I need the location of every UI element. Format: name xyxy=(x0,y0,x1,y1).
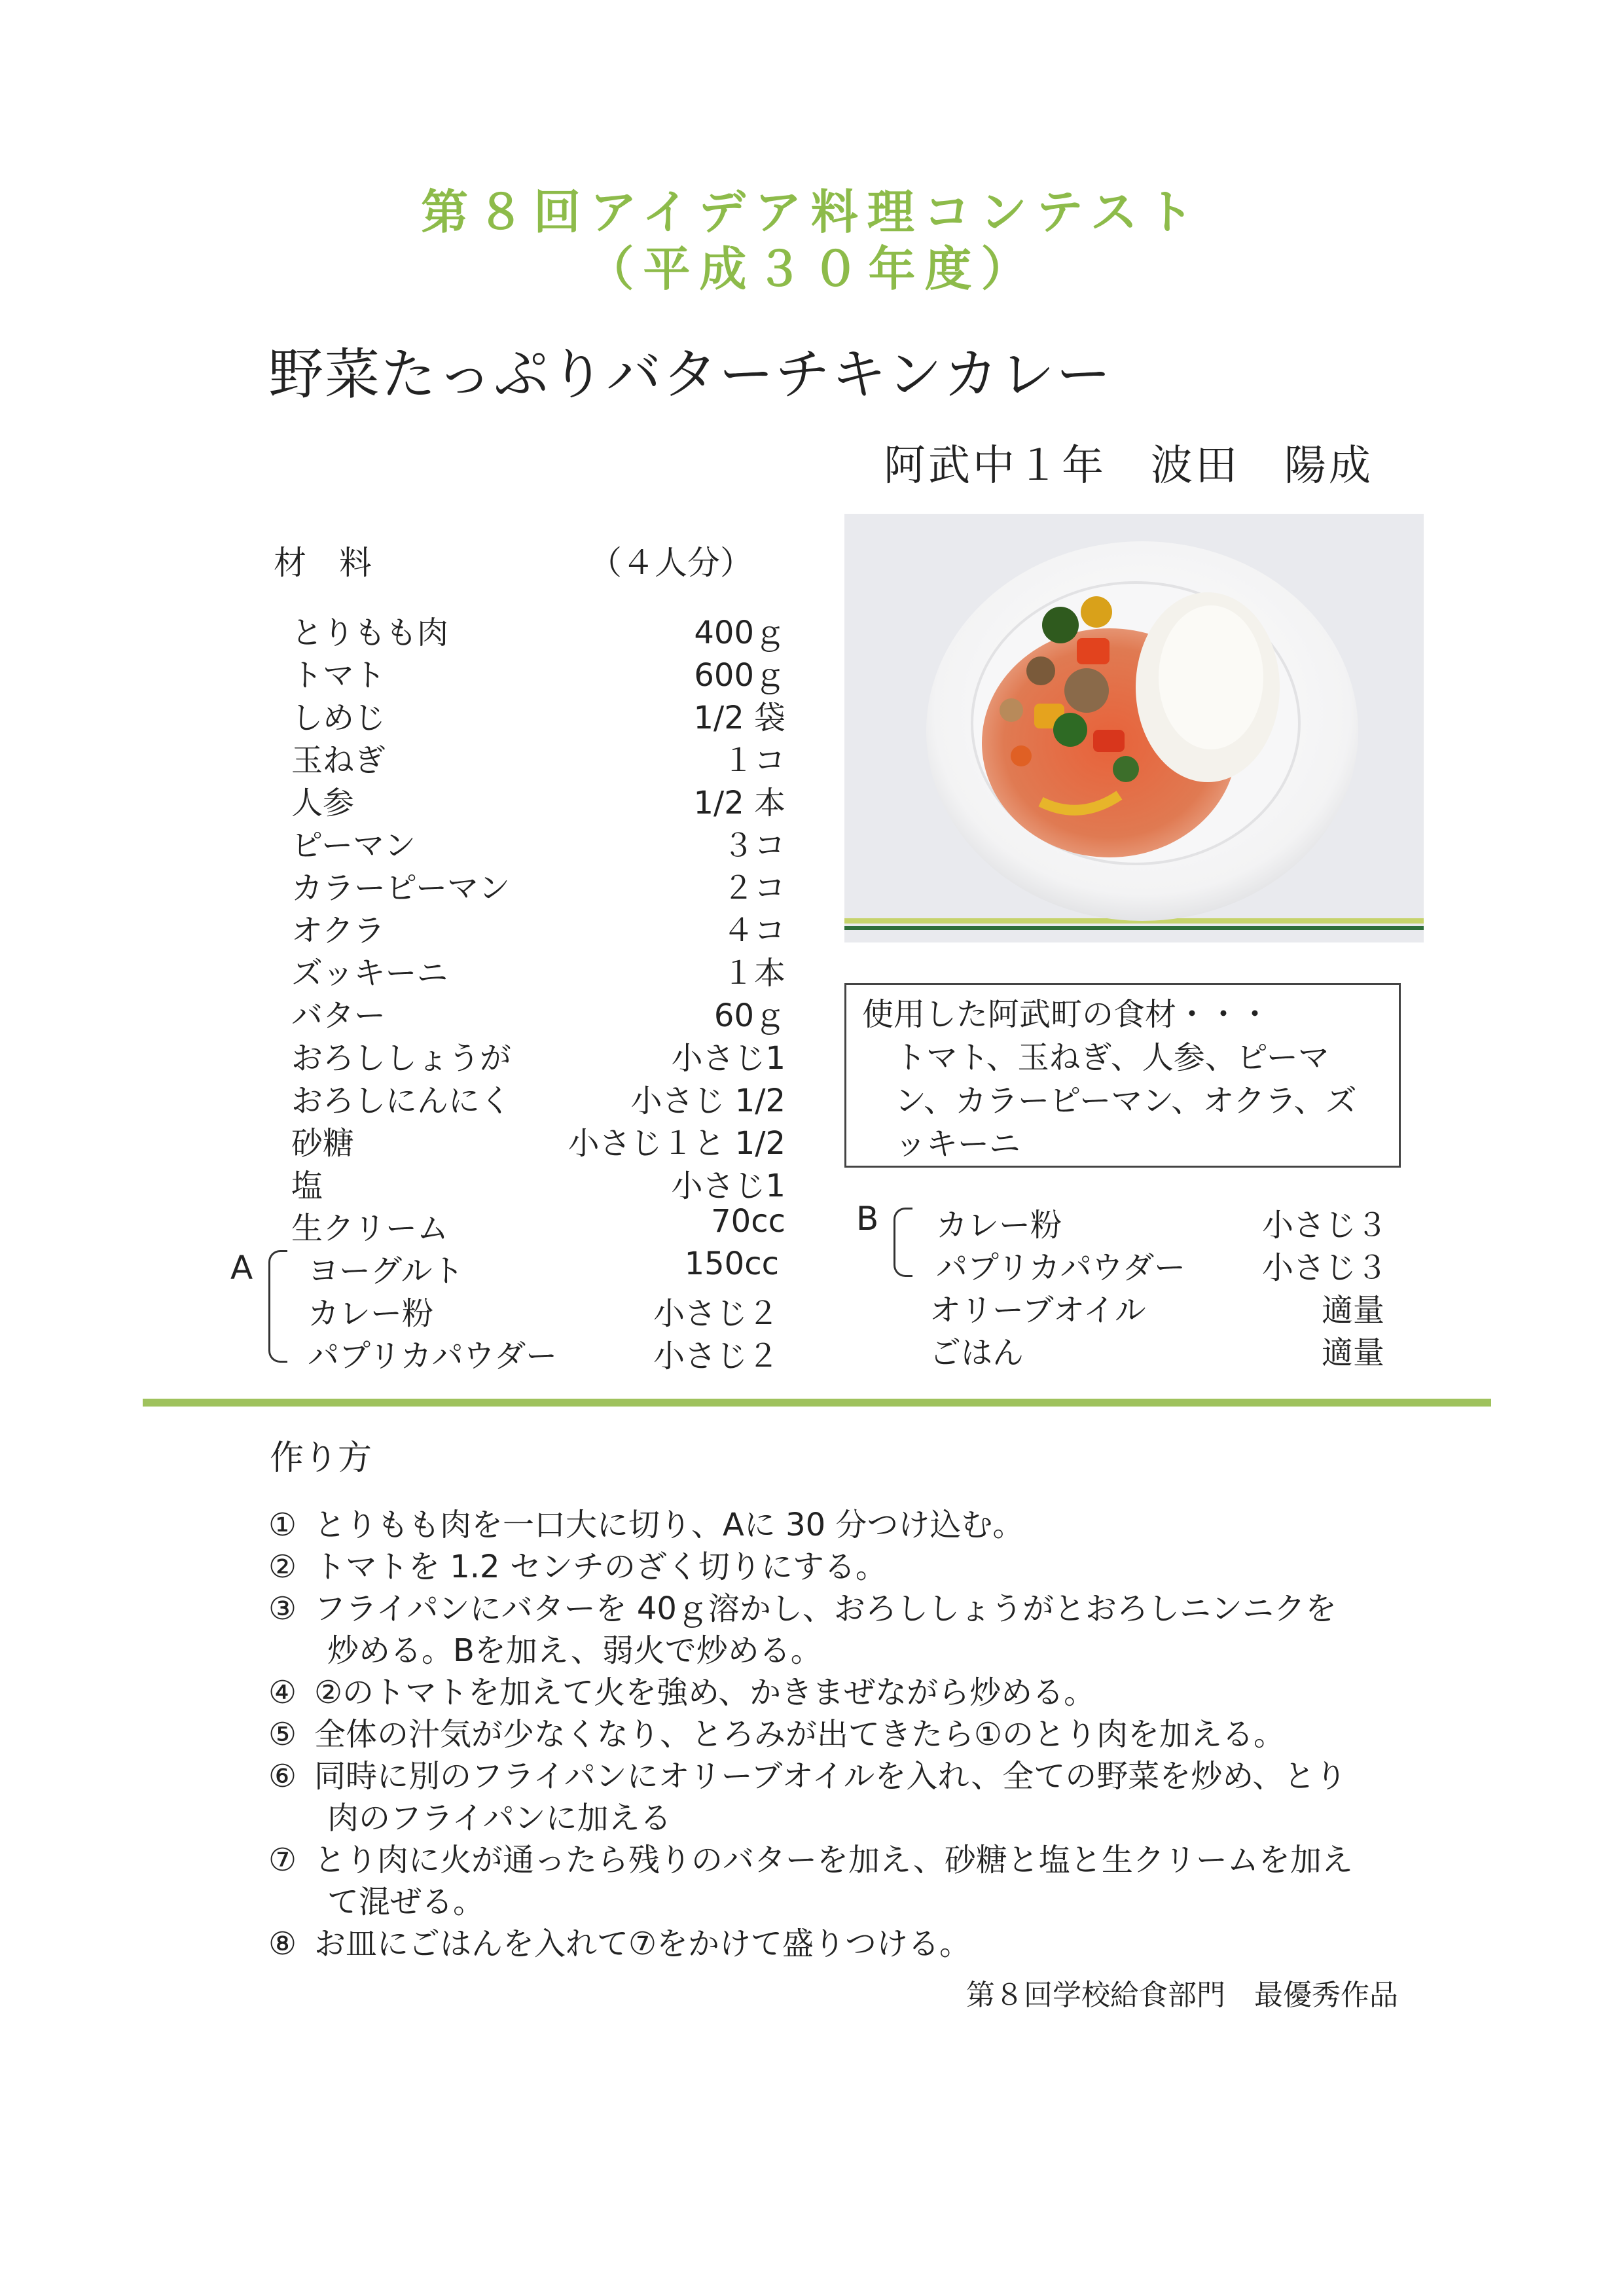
group-a-item-name: ヨーグルト xyxy=(308,1253,464,1289)
ingredient-name: 人参 xyxy=(291,785,355,821)
ingredient-name: 塩 xyxy=(291,1168,323,1204)
ingredient-name: ピーマン xyxy=(291,827,416,864)
ingredient-name: トマト xyxy=(291,657,386,694)
step-number: ③ xyxy=(268,1590,297,1627)
contest-title: 第８回アイデア料理コンテスト xyxy=(421,185,1203,240)
step-text: 同時に別のフライパンにオリーブオイルを入れ、全ての野菜を炒め、とり xyxy=(314,1758,1347,1795)
ingredient-amount: 70cc xyxy=(711,1203,785,1240)
ingredient-amount: 小さじ 1/2 xyxy=(630,1083,785,1119)
ingredient-amount: 600ｇ xyxy=(694,657,785,694)
step-text-continued: 肉のフライパンに加える xyxy=(327,1800,672,1837)
step-number: ② xyxy=(268,1549,297,1585)
step-text: とり肉に火が通ったら残りのバターを加え、砂糖と塩と生クリームを加え xyxy=(314,1842,1353,1878)
ingredient-name: おろしにんにく xyxy=(291,1083,512,1119)
method-step xyxy=(268,1672,1440,1713)
method-heading: 作り方 xyxy=(270,1439,372,1478)
ingredient-name: バター xyxy=(291,997,386,1034)
award-footer: 第８回学校給食部門 最優秀作品 xyxy=(966,1979,1398,2012)
ingredient-name: オクラ xyxy=(291,912,386,949)
ingredient-amount: １本 xyxy=(722,955,785,992)
local-ingredients-title: 使用した阿武町の食材・・・ xyxy=(862,996,1271,1033)
ingredient-amount: １コ xyxy=(722,742,785,779)
extra-item-amount: 適量 xyxy=(1321,1292,1384,1329)
extra-item-name: ごはん xyxy=(929,1335,1024,1371)
recipe-title: 野菜たっぷりバターチキンカレー xyxy=(268,342,1113,406)
ingredient-name: カラーピーマン xyxy=(291,870,511,906)
group-a-label: A xyxy=(230,1249,253,1287)
step-number: ⑥ xyxy=(268,1758,297,1795)
ingredient-amount: 小さじ１と 1/2 xyxy=(568,1125,785,1162)
ingredient-name: 生クリーム xyxy=(291,1210,449,1247)
method-step xyxy=(268,1504,1440,1546)
extra-item-name: オリーブオイル xyxy=(929,1292,1146,1329)
method-step xyxy=(268,1588,1440,1672)
group-b-label: B xyxy=(856,1200,879,1238)
group-a-item-amount: 小さじ２ xyxy=(653,1338,779,1374)
ingredient-name: ズッキーニ xyxy=(291,955,448,992)
group-a-item-name: カレー粉 xyxy=(308,1295,434,1332)
step-text: とりもも肉を一口大に切り、Aに 30 分つけ込む。 xyxy=(314,1507,1024,1543)
dish-photo-image xyxy=(844,514,1424,942)
servings-label: （４人分） xyxy=(589,544,753,582)
ingredients-heading: 材 料 xyxy=(274,544,372,582)
ingredient-amount: 1/2 袋 xyxy=(693,700,785,736)
author-name: 阿武中１年 波田 陽成 xyxy=(884,442,1373,490)
step-number: ① xyxy=(268,1507,297,1543)
group-a-item-amount: 150cc xyxy=(684,1246,779,1282)
contest-year: （平成３０年度） xyxy=(586,242,1038,296)
ingredient-amount: 60ｇ xyxy=(713,997,785,1034)
step-text-continued: て混ぜる。 xyxy=(327,1884,485,1920)
step-text: ②のトマトを加えて火を強め、かきまぜながら炒める。 xyxy=(314,1674,1096,1711)
group-a-bracket xyxy=(268,1250,287,1363)
extra-item-amount: 適量 xyxy=(1321,1335,1384,1371)
ingredient-amount: ３コ xyxy=(722,827,785,864)
ingredient-amount: 400ｇ xyxy=(694,615,785,651)
ingredient-amount: 小さじ1 xyxy=(671,1040,785,1077)
group-a-item-name: パプリカパウダー xyxy=(308,1338,558,1374)
group-b-item-amount: 小さじ３ xyxy=(1261,1207,1388,1244)
group-b-item-name: パプリカパウダー xyxy=(936,1249,1186,1286)
step-text-continued: 炒める。Bを加え、弱火で炒める。 xyxy=(327,1632,822,1669)
step-text: 全体の汁気が少なくなり、とろみが出てきたら①のとり肉を加える。 xyxy=(314,1716,1286,1753)
ingredient-amount: 小さじ1 xyxy=(671,1168,785,1204)
local-ingredients-body: トマト、玉ねぎ、人参、ピーマン、カラーピーマン、オクラ、ズッキーニ xyxy=(895,1039,1357,1162)
step-number: ⑧ xyxy=(268,1926,297,1962)
method-step xyxy=(268,1839,1440,1923)
local-ingredients-box xyxy=(844,983,1401,1168)
group-b-item-name: カレー粉 xyxy=(936,1207,1062,1244)
step-number: ⑤ xyxy=(268,1716,297,1753)
ingredient-name: とりもも肉 xyxy=(291,615,449,651)
method-step xyxy=(268,1755,1440,1839)
group-b-item-amount: 小さじ３ xyxy=(1261,1249,1388,1286)
method-step xyxy=(268,1713,1440,1755)
ingredient-name: おろししょうが xyxy=(291,1040,512,1077)
ingredient-name: 玉ねぎ xyxy=(291,742,386,779)
group-b-bracket xyxy=(893,1208,912,1277)
step-text: フライパンにバターを 40ｇ溶かし、おろししょうがとおろしニンニクを xyxy=(314,1590,1337,1627)
step-number: ⑦ xyxy=(268,1842,297,1878)
step-text: お皿にごはんを入れて⑦をかけて盛りつける。 xyxy=(314,1926,971,1962)
ingredient-amount: ２コ xyxy=(722,870,785,906)
ingredient-amount: 1/2 本 xyxy=(693,785,785,821)
ingredient-name: 砂糖 xyxy=(291,1125,355,1162)
step-number: ④ xyxy=(268,1674,297,1711)
section-divider xyxy=(143,1399,1491,1407)
dish-photo xyxy=(844,514,1424,942)
method-step xyxy=(268,1923,1440,1965)
group-a-item-amount: 小さじ２ xyxy=(653,1295,779,1332)
ingredient-name: しめじ xyxy=(291,700,386,736)
step-text: トマトを 1.2 センチのざく切りにする。 xyxy=(314,1549,887,1585)
method-step xyxy=(268,1546,1440,1588)
ingredient-amount: ４コ xyxy=(722,912,785,949)
